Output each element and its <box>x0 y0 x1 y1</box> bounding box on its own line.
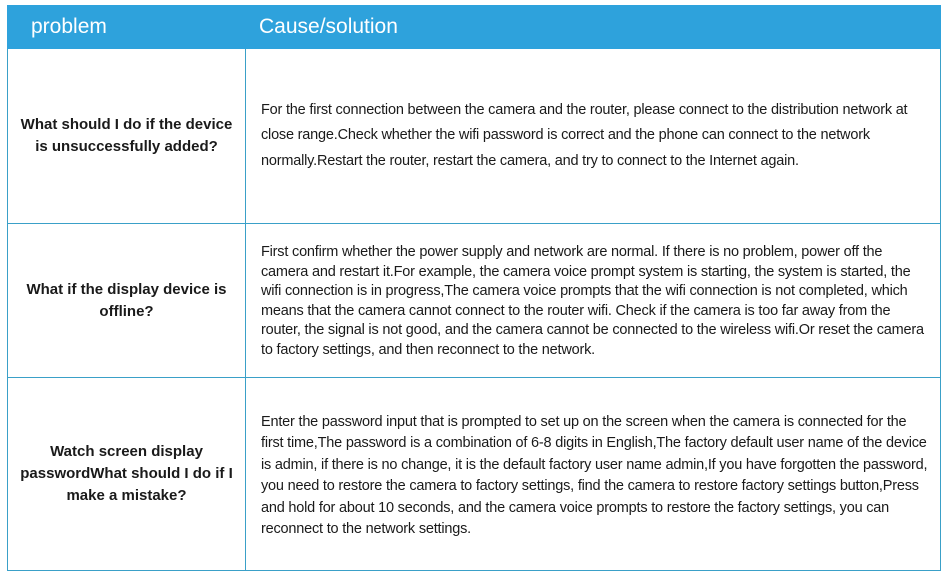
solution-cell: For the first connection between the camera and the router, please connect to the distribution network at close range.Check whether the wifi password is correct and the phone can connect to the network normally.Restart the router, restart the camera, and try to connect to the Internet again. <box>261 101 908 169</box>
header-cause-solution: Cause/solution <box>259 15 398 38</box>
table-row <box>7 378 941 571</box>
header-problem: problem <box>31 15 107 38</box>
table-row <box>7 224 941 378</box>
table-row <box>7 49 941 224</box>
faq-table <box>7 5 941 571</box>
table-header <box>7 5 941 49</box>
solution-cell: Enter the password input that is prompted to set up on the screen when the camera is connected for the first time,The password is a combination of 6-8 digits in English,The factory default user name of the device is admin, if there is no change, it is the default factory user name admin,If you have forgotten the password, you need to restore the camera to factory settings, find the camera to restore factory settings button,Press and hold for about 10 seconds, and the camera voice prompts to restore the factory settings, you can reconnect to the network settings. <box>261 413 928 537</box>
problem-cell: What if the display device is offline? <box>8 224 246 377</box>
problem-cell: What should I do if the device is unsuccessfully added? <box>8 49 246 223</box>
problem-cell: Watch screen display passwordWhat should I do if I make a mistake? <box>8 378 246 570</box>
solution-cell: First confirm whether the power supply and network are normal. If there is no problem, power off the camera and restart it.For example, the camera voice prompt system is starting, the system is started, the wifi connection is in progress,The camera voice prompts that the wifi connection is not completed, which means that the camera cannot connect to the router wifi. Check if the camera is too far away from the router, the signal is not good, and the camera cannot be connected to the wireless wifi.Or reset the camera to factory settings, and then reconnect to the network. <box>261 244 924 358</box>
